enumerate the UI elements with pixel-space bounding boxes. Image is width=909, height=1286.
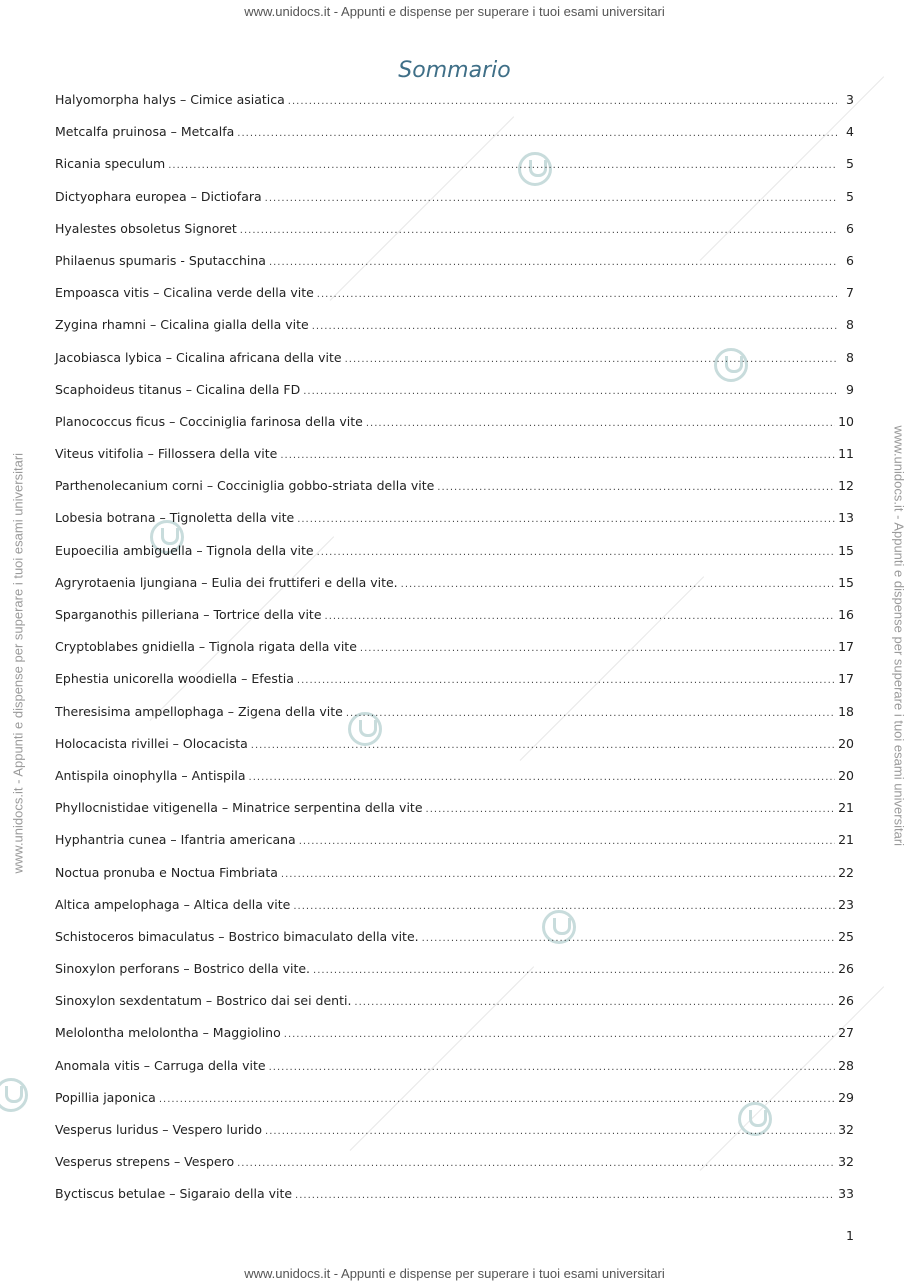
toc-entry-title: Parthenolecanium corni – Cocciniglia gobbo-striata della vite (55, 478, 435, 494)
toc-entry-title: Metcalfa pruinosa – Metcalfa (55, 124, 235, 140)
toc-entry-page: 6 (846, 252, 854, 268)
toc-entry-title: Antispila oinophylla – Antispila (55, 767, 246, 783)
toc-entry-title: Viteus vitifolia – Fillossera della vite (55, 446, 278, 462)
toc-dot-leader (237, 124, 837, 144)
toc-entry[interactable] (55, 605, 854, 637)
toc-entry-title: Scaphoideus titanus – Cicalina della FD (55, 381, 301, 397)
toc-dot-leader (317, 543, 835, 563)
toc-entry-page: 29 (838, 1089, 854, 1105)
watermark-top: www.unidocs.it - Appunti e dispense per superare i tuoi esami universitari (244, 4, 665, 19)
toc-dot-leader (297, 671, 835, 691)
toc-entry-title: Eupoecilia ambiguella – Tignola della vite (55, 542, 314, 558)
toc-dot-leader (281, 865, 835, 885)
toc-entry-title: Sparganothis pilleriana – Tortrice della vite (55, 607, 322, 622)
toc-entry-title: Hyalestes obsoletus Signoret (55, 220, 237, 236)
toc-entry[interactable] (55, 1056, 854, 1088)
toc-entry[interactable] (55, 444, 854, 476)
toc-dot-leader (303, 382, 837, 402)
toc-entry[interactable] (55, 348, 854, 380)
toc-entry-title: Hyphantria cunea – Ifantria americana (55, 832, 296, 848)
toc-entry-title: Sinoxylon sexdentatum – Bostrico dai sei denti. (55, 993, 352, 1009)
toc-entry-page: 5 (846, 188, 854, 204)
toc-dot-leader (265, 1122, 835, 1142)
toc-entry[interactable] (55, 669, 854, 701)
toc-entry-page: 16 (838, 607, 854, 622)
toc-entry-page: 17 (838, 639, 854, 655)
toc-dot-leader (345, 350, 837, 370)
toc-entry-page: 8 (846, 349, 854, 365)
toc-entry-page: 23 (838, 896, 854, 912)
toc-entry-page: 8 (846, 317, 854, 333)
toc-entry-page: 20 (838, 735, 854, 751)
toc-entry[interactable] (55, 219, 854, 251)
toc-entry-title: Holocacista rivillei – Olocacista (55, 735, 248, 751)
toc-entry[interactable] (55, 863, 854, 895)
toc-entry[interactable] (55, 1120, 854, 1152)
table-of-contents (55, 90, 854, 1217)
toc-entry-page: 7 (846, 285, 854, 301)
toc-entry-title: Lobesia botrana – Tignoletta della vite (55, 510, 295, 526)
toc-entry-page: 20 (838, 767, 854, 783)
toc-dot-leader (288, 92, 837, 112)
toc-dot-leader (269, 1058, 835, 1078)
toc-entry-page: 21 (838, 800, 854, 816)
toc-dot-leader (426, 800, 836, 820)
toc-entry[interactable] (55, 702, 854, 734)
toc-dot-leader (312, 317, 837, 337)
toc-entry[interactable] (55, 1152, 854, 1184)
toc-entry-title: Noctua pronuba e Noctua Fimbriata (55, 864, 278, 880)
toc-entry-page: 15 (838, 542, 854, 558)
toc-dot-leader (354, 993, 835, 1013)
toc-entry-title: Schistoceros bimaculatus – Bostrico bimaculato della vite. (55, 928, 419, 944)
toc-entry-title: Jacobiasca lybica – Cicalina africana della vite (55, 349, 342, 365)
toc-entry-title: Altica ampelophaga – Altica della vite (55, 896, 291, 912)
toc-entry-page: 11 (838, 446, 854, 462)
toc-dot-leader (240, 221, 837, 241)
toc-entry-title: Dictyophara europea – Dictiofara (55, 188, 262, 204)
toc-dot-leader (360, 639, 835, 659)
toc-dot-leader (280, 446, 835, 466)
toc-entry-page: 32 (838, 1154, 854, 1170)
toc-dot-leader (159, 1090, 835, 1110)
toc-entry-title: Sinoxylon perforans – Bostrico della vite. (55, 961, 311, 977)
toc-entry-page: 33 (838, 1186, 854, 1202)
toc-entry-title: Philaenus spumaris - Sputacchina (55, 252, 266, 268)
toc-dot-leader (269, 253, 837, 273)
toc-dot-leader (249, 768, 836, 788)
toc-entry[interactable] (55, 959, 854, 991)
toc-entry-title: Ricania speculum (55, 156, 166, 172)
toc-entry[interactable] (55, 476, 854, 508)
toc-entry[interactable] (55, 187, 854, 219)
toc-dot-leader (265, 189, 837, 209)
toc-entry[interactable] (55, 380, 854, 412)
toc-entry[interactable] (55, 251, 854, 283)
toc-dot-leader (366, 414, 835, 434)
toc-entry[interactable] (55, 315, 854, 347)
toc-entry[interactable] (55, 1088, 854, 1120)
toc-entry[interactable] (55, 90, 854, 122)
toc-entry[interactable] (55, 766, 854, 798)
toc-entry-title: Cryptoblabes gnidiella – Tignola rigata della vite (55, 639, 357, 655)
toc-entry-page: 18 (838, 703, 854, 719)
toc-entry-page: 12 (838, 478, 854, 494)
toc-entry-page: 4 (846, 124, 854, 140)
toc-entry-page: 5 (846, 156, 854, 172)
toc-entry-title: Popillia japonica (55, 1089, 156, 1105)
watermark-side-right: www.unidocs.it - Appunti e dispense per superare i tuoi esami universitari (891, 425, 907, 847)
toc-entry[interactable] (55, 637, 854, 669)
toc-entry[interactable] (55, 895, 854, 927)
page-title: Sommario (398, 58, 511, 83)
toc-entry-page: 17 (838, 671, 854, 687)
toc-entry-title: Theresisima ampellophaga – Zigena della vite (55, 703, 343, 719)
toc-entry-page: 25 (838, 928, 854, 944)
toc-dot-leader (297, 510, 835, 530)
toc-dot-leader (295, 1186, 835, 1206)
toc-dot-leader (299, 832, 835, 852)
toc-entry[interactable] (55, 798, 854, 830)
toc-dot-leader (437, 478, 835, 498)
watermark-logo-icon (0, 1078, 28, 1112)
toc-entry[interactable] (55, 122, 854, 154)
toc-entry-title: Vesperus strepens – Vespero (55, 1154, 235, 1170)
toc-entry[interactable] (55, 283, 854, 315)
toc-dot-leader (401, 575, 835, 595)
toc-entry-page: 27 (838, 1025, 854, 1041)
toc-dot-leader (313, 961, 835, 981)
toc-entry-page: 3 (846, 92, 854, 107)
toc-entry-title: Anomala vitis – Carruga della vite (55, 1057, 266, 1073)
toc-entry-page: 28 (838, 1057, 854, 1073)
toc-dot-leader (168, 156, 837, 176)
toc-entry[interactable] (55, 991, 854, 1023)
page-number: 1 (846, 1228, 854, 1243)
toc-entry-page: 6 (846, 220, 854, 236)
toc-entry[interactable] (55, 154, 854, 186)
toc-entry-page: 9 (846, 381, 854, 397)
toc-entry-title: Vesperus luridus – Vespero lurido (55, 1122, 263, 1137)
watermark-side-left: www.unidocs.it - Appunti e dispense per superare i tuoi esami universitari (10, 452, 26, 874)
toc-entry-page: 15 (838, 574, 854, 590)
toc-entry[interactable] (55, 573, 854, 605)
toc-entry-title: Zygina rhamni – Cicalina gialla della vite (55, 317, 309, 333)
toc-entry[interactable] (55, 1023, 854, 1055)
toc-entry-page: 22 (838, 864, 854, 880)
watermark-bottom: www.unidocs.it - Appunti e dispense per superare i tuoi esami universitari (244, 1266, 665, 1281)
toc-dot-leader (237, 1154, 835, 1174)
toc-entry-page: 32 (838, 1122, 854, 1137)
toc-entry[interactable] (55, 412, 854, 444)
toc-entry[interactable] (55, 1184, 854, 1216)
toc-entry[interactable] (55, 734, 854, 766)
toc-dot-leader (293, 897, 835, 917)
toc-entry[interactable] (55, 541, 854, 573)
toc-dot-leader (251, 736, 835, 756)
toc-entry-page: 26 (838, 961, 854, 977)
toc-entry-title: Ephestia unicorella woodiella – Efestia (55, 671, 294, 687)
toc-entry-page: 21 (838, 832, 854, 848)
toc-entry-title: Byctiscus betulae – Sigaraio della vite (55, 1186, 293, 1202)
toc-entry-title: Halyomorpha halys – Cimice asiatica (55, 92, 285, 107)
toc-entry[interactable] (55, 830, 854, 862)
toc-entry-title: Empoasca vitis – Cicalina verde della vite (55, 285, 314, 301)
toc-entry-title: Agryrotaenia ljungiana – Eulia dei fruttiferi e della vite. (55, 574, 398, 590)
toc-entry[interactable] (55, 927, 854, 959)
toc-entry-page: 10 (838, 413, 854, 429)
toc-entry-title: Melolontha melolontha – Maggiolino (55, 1025, 281, 1041)
toc-entry[interactable] (55, 508, 854, 540)
toc-dot-leader (422, 929, 835, 949)
toc-dot-leader (346, 704, 835, 724)
toc-entry-page: 13 (838, 510, 854, 526)
toc-entry-title: Planococcus ficus – Cocciniglia farinosa della vite (55, 413, 363, 429)
toc-dot-leader (284, 1025, 835, 1045)
toc-dot-leader (317, 285, 837, 305)
toc-entry-page: 26 (838, 993, 854, 1009)
toc-entry-title: Phyllocnistidae vitigenella – Minatrice serpentina della vite (55, 800, 423, 816)
toc-dot-leader (325, 607, 836, 627)
